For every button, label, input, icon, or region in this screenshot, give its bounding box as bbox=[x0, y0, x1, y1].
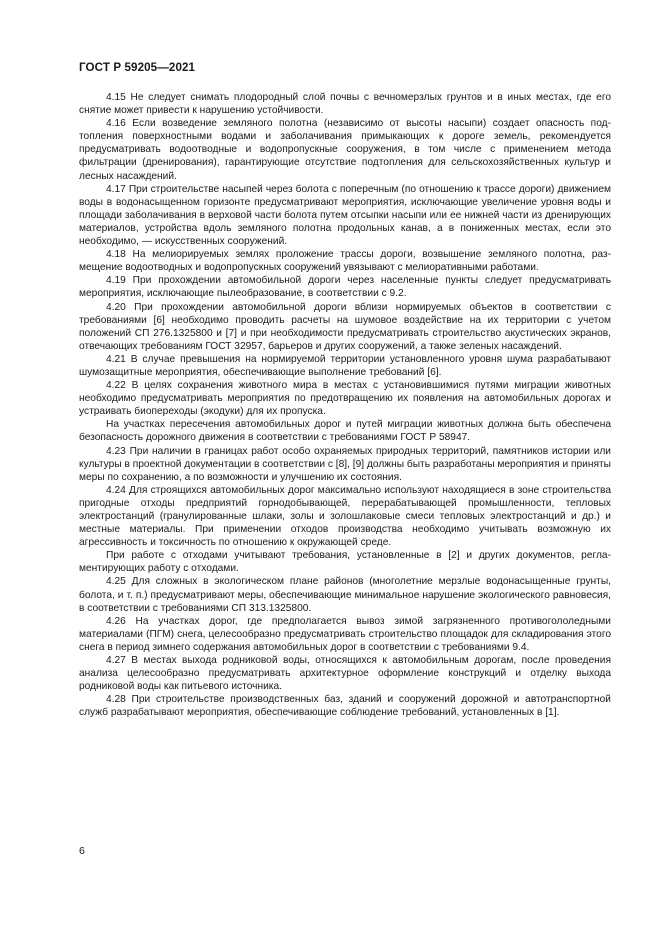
paragraph-4-27: 4.27 В местах выхода родниковой воды, относящихся к автомобильным дорогам, после проведения анализа целесообразно предусматривать архитектурное оформление конструкций и отделку выхода родниковой воды как питьевого источника. bbox=[79, 655, 611, 693]
paragraph-4-28: 4.28 При строительстве производственных баз, зданий и сооружений дорожной и автотранспортной служб разрабатывают мероприятия, обеспечивающие соблюдение требований, установленных в [1]. bbox=[79, 694, 611, 719]
document-header: ГОСТ Р 59205—2021 bbox=[79, 61, 196, 74]
paragraph-4-20: 4.20 При прохождении автомобильной дороги вблизи нормируемых объектов в соответствии с требованиями [6] необходимо проводить расчеты на шумовое воздействие на их территории с учетом положений СП 276.1325800 и [7] и при необходимости предусматривать строительство акустических экранов, отвечающих требованиям ГОСТ 32957, барьеров и других сооружений, а также зеленых насаждений. bbox=[79, 301, 611, 352]
paragraph-4-18: 4.18 На мелиорируемых землях проложение трассы дороги, возвышение земляного полотна, размещение водоотводных и водопропускных сооружений увязывают с мелиоративными работами. bbox=[79, 249, 611, 274]
page-number: 6 bbox=[79, 845, 85, 857]
paragraph-4-22: 4.22 В целях сохранения животного мира в местах с установившимися путями миграции животных необходимо предусматривать мероприятия по предотвращению их появления на автомобильных дорогах и устраивать биопереходы (экодуки) для их пропуска. bbox=[79, 380, 611, 418]
paragraph-4-16: 4.16 Если возведение земляного полотна (независимо от высоты насыпи) создает опасность подтопления поверхностными водами и заболачивания примыкающих к дороге земель, рекомендуется предусматривать водоотводные и водопропускные сооружения, в том числе с применением метода фильтрации (дренирования), гарантирующие отсутствие подтопления для сельскохозяйственных культур и лесных насаждений. bbox=[79, 118, 611, 182]
paragraph-4-25: 4.25 Для сложных в экологическом плане районов (многолетние мерзлые водонасыщенные грунты, болота, и т. п.) предусматривают меры, обеспечивающие минимальное нарушение экологического равновесия, в соответствии с требованиями СП 313.1325800. bbox=[79, 576, 611, 614]
paragraph-4-24: 4.24 Для строящихся автомобильных дорог максимально используют находящиеся в зоне строительства пригодные отходы предприятий горнодобывающей, перерабатывающей промышленности, тепловых электростанций (гранулированные шлаки, золы и золошлаковые смеси тепловых электростанций и др.) и местные материалы. При применении отходов производства необходимо учитывать возможную их агрессивность и токсичность по отношению к окружающей среде. bbox=[79, 484, 611, 549]
paragraph-4-23: 4.23 При наличии в границах работ особо охраняемых природных территорий, памятников истории или культуры в проектной документации в соответствии с [8], [9] должны быть разработаны мероприятия и приняты меры по сохранению, а по возможности и улучшению их состояния. bbox=[79, 445, 611, 483]
paragraph-4-19: 4.19 При прохождении автомобильной дороги через населенные пункты следует предусматривать мероприятия, исключающие пылеобразование, в соответствии с 9.2. bbox=[79, 275, 611, 300]
paragraph-4-15: 4.15 Не следует снимать плодородный слой почвы с вечномерзлых грунтов и в иных местах, где его снятие может привести к нарушению устойчивости. bbox=[79, 92, 611, 117]
document-body bbox=[79, 91, 611, 720]
paragraph-4-21: 4.21 В случае превышения на нормируемой территории установленного уровня шума разрабатывают шумозащитные мероприятия, обеспечивающие выполнение требований [6]. bbox=[79, 353, 611, 378]
paragraph-4-22-continued: На участках пересечения автомобильных дорог и путей миграции животных должна быть обеспечена безопасность дорожного движения в соответствии с требованиями ГОСТ Р 58947. bbox=[79, 419, 611, 444]
paragraph-4-24-continued: При работе с отходами учитывают требования, установленные в [2] и других документов, регламентирующих работу с отходами. bbox=[79, 550, 611, 575]
paragraph-4-17: 4.17 При строительстве насыпей через болота с поперечным (по отношению к трассе дороги) движением воды в водонасыщенном горизонте предусматривают мероприятия, исключающие увеличение уровня воды и площади заболачивания в верховой части болота путем отсыпки насыпи или ее нижней части из дренирующих материалов, устройства вдоль земляного полотна продольных канав, а в пониженных местах, если это необходимо, — искусственных сооружений. bbox=[79, 183, 611, 248]
paragraph-4-26: 4.26 На участках дорог, где предполагается вывоз зимой загрязненного противогололедными материалами (ПГМ) снега, целесообразно предусматривать строительство площадок для складирования этого снега в период зимнего содержания автомобильных дорог в соответствии с требованиями 9.4. bbox=[79, 615, 611, 653]
